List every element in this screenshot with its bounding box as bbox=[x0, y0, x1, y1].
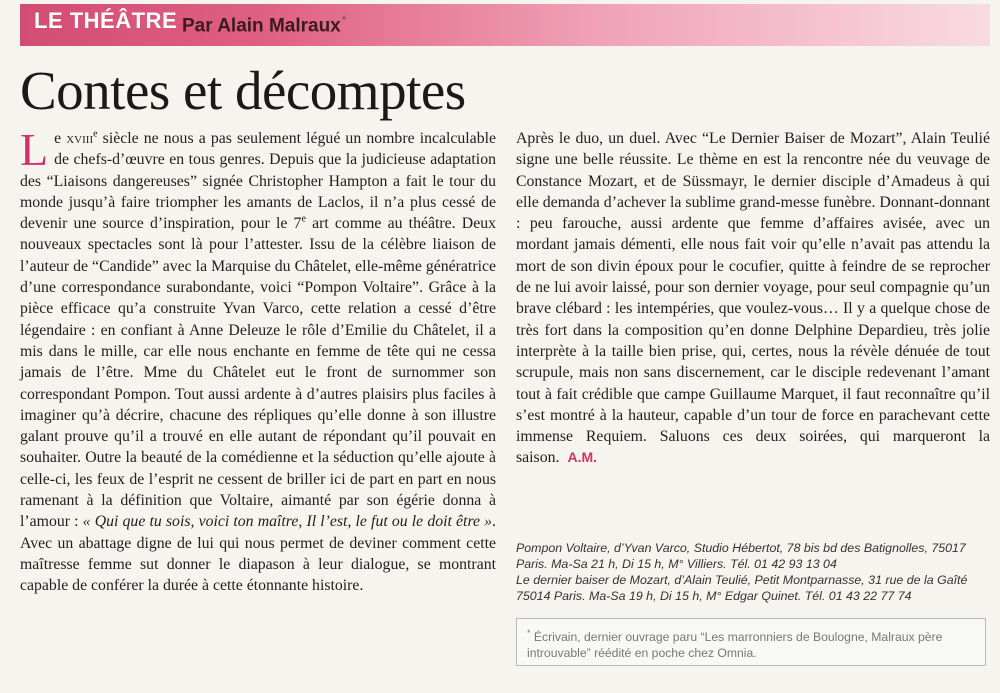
footnote-text: Écrivain, dernier ouvrage paru “Les marronniers de Boulogne, Malraux père introuvable” réédité en poche chez Omnia. bbox=[527, 630, 943, 661]
author-byline bbox=[182, 13, 346, 37]
voltaire-quote: « Qui que tu sois, voici ton maître, Il l’est, le fut ou le doit être » bbox=[82, 513, 493, 531]
article-headline: Contes et décomptes bbox=[20, 60, 466, 121]
paragraph-text-2: art comme au théâtre. Deux nouveaux spectacles sont là pour l’attester. Issu de la célèbre liaison de l’auteur de “Candide” avec la Marquise du Châtelet, elle-même génératrice d’une correspondance surabondante, voici “Pompon Voltaire”. Grâce à la pièce efficace qu’a construite Yvan Varco, cette relation a cessé d’être légendaire : en confiant à Anne Deleuze le rôle d’Emilie du Châtelet, il a mis dans le mille, car elle nous enchante en femme de tête qui ne cessa jamais de l’être. Mme du Châtelet eut le front de surnommer son correspondant Pompon. Tout aussi ardente à d’autres plaisirs plus faciles à imaginer qu’à décrire, chacune des répliques qu’elle donne à son illustre galant prouve qu’il a trouvé en elle autant de répondant qu’il pouvait en souhaiter. Outre la beauté de la comédienne et la séduction qu’elle ajoute à celle-ci, les feux de l’esprit ne cessent de briller ici de part en part en nous ramenant à la définition que Voltaire, aimanté par son égérie donna à l’amour : bbox=[20, 215, 497, 531]
byline-footnote-marker: * bbox=[341, 13, 347, 27]
century-superscript: e bbox=[93, 128, 98, 140]
footnote-marker: * bbox=[527, 628, 531, 638]
section-label: LE THÉÂTRE bbox=[34, 8, 178, 33]
paragraph-text-3: . Avec un abattage digne de lui qui nous permet de deviner comment cette maîtresse femme sut donner le diapason à leur dialogue, se montrant capable de conférer la durée à cette étonnante histoire. bbox=[20, 513, 496, 595]
byline-text: Par Alain Malraux bbox=[182, 15, 341, 37]
venue-dernier-baiser: Le dernier baiser de Mozart, d’Alain Teulié, Petit Montparnasse, 31 rue de la Gaîté 75014 Paris. Ma-Sa 19 h, Di 15 h, M° Edgar Quinet. Tél. 01 43 22 77 74 bbox=[516, 573, 968, 603]
article-paragraph-left bbox=[20, 124, 497, 597]
paragraph-start: e bbox=[54, 130, 67, 147]
century-numeral: xviii bbox=[66, 130, 94, 147]
paragraph-text-1: siècle ne nous a pas seulement légué un nombre incalculable de chefs-d’œuvre en tous genres. Depuis que la judicieuse adaptation des “Liaisons dangereuses” signée Christopher Hampton a fait le tour du monde jusqu’à faire triompher les amants de Laclos, il n’a plus cessé de devenir une source d’inspiration, pour le 7 bbox=[20, 130, 496, 233]
author-footnote-box bbox=[516, 618, 986, 666]
article-column-left bbox=[20, 124, 497, 597]
venue-info bbox=[516, 540, 990, 604]
venue-pompon-voltaire: Pompon Voltaire, d’Yvan Varco, Studio Hébertot, 78 bis bd des Batignolles, 75017 Paris. Ma-Sa 21 h, Di 15 h, M° Villiers. Tél. 01 42 93 13 04 bbox=[516, 541, 966, 571]
author-signature: A.M. bbox=[567, 449, 598, 466]
article-paragraph-right bbox=[516, 128, 990, 469]
seventh-art-superscript: e bbox=[301, 213, 306, 225]
article-column-right bbox=[516, 128, 990, 469]
drop-cap: L bbox=[20, 124, 49, 175]
paragraph-text-right: Après le duo, un duel. Avec “Le Dernier Baiser de Mozart”, Alain Teulié signe une belle réussite. Le thème en est la rencontre née du veuvage de Constance Mozart, et de Süssmayr, le dernier disciple d’Amadeus à qui elle demanda d’achever la sublime grand-messe funèbre. Donnant-donnant : peu farouche, aussi ardente que femme d’affaires avisée, avec un mordant jamais démenti, elle nous fait voir qu’elle n’avait pas attendu la mort de son divin époux pour le cocufier, quitte à feindre de se reprocher de ne lui avoir laissé, pour son dernier voyage, pour seul compagnie qu’un brave clébard : les intempéries, que voulez-vous… Il y a quelque chose de très fort dans la composition qu’en donne Delphine Depardieu, très jolie interprète à la taille bien prise, qui, certes, nous la révèle dénuée de tout scrupule, mais non sans discernement, car le disciple redevenant l’amant tout à fait crédible que campe Guillaume Marquet, il faut reconnaître qu’il s’est montré à la hauteur, capable d’un tour de force en parachevant cette immense Requiem. Saluons ces deux soirées, qui marqueront la saison. bbox=[516, 130, 990, 467]
